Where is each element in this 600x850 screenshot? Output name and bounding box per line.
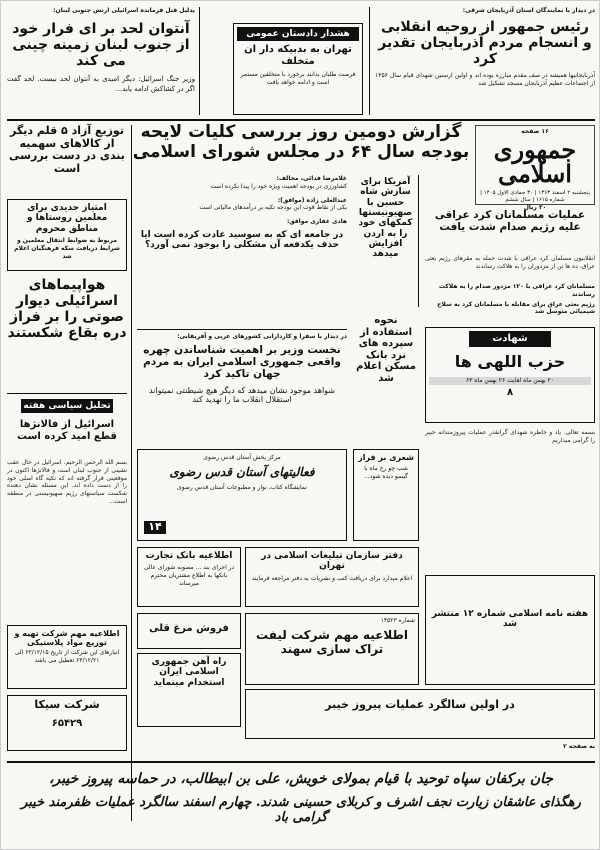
america-box bbox=[353, 175, 419, 307]
iraq-bullets bbox=[425, 283, 595, 323]
top-center-headline: تهران به بدبیکه دار ان متخلف bbox=[244, 44, 352, 67]
sika-title: شرکت سیکا bbox=[34, 698, 100, 711]
hafte-ad bbox=[425, 575, 595, 685]
budget-story bbox=[137, 175, 347, 325]
left-item-1 bbox=[7, 125, 127, 191]
hezbollah-body: بسمه تعالی. یاد و خاطره شهدای گرانقدر عملیات پیروزمندانه خیبر را گرامی میداریم bbox=[425, 429, 595, 444]
tablighat-ad bbox=[245, 547, 419, 607]
top-right-story bbox=[375, 7, 595, 115]
rahahan-ad bbox=[137, 653, 241, 727]
analysis-body: بسم الله الرحمن الرحیم. اسرائیل در حال عقب نشینی از جنوب لبنان است و فالانژها اکنون در موقعیتی قرار گرفته اند که تکیه گاه اصلی خود را از دست داده اند. این مسئله نشان دهنده شکست سیاستهای رژیم صهیونیستی در منطقه است... bbox=[7, 459, 127, 505]
tahieh-title: اطلاعیه مهم شرکت تهیه و توزیع مواد پلاستیکی bbox=[14, 629, 120, 648]
top-rule bbox=[7, 119, 595, 121]
left-item-3-title: هواپیماهای اسرائیلی دیوار صوتی را بر فراز دره بقاع شکستند bbox=[7, 277, 127, 342]
budget-speaker-3: هادی غفاری موافق: bbox=[286, 218, 347, 226]
forush-ad bbox=[137, 613, 241, 649]
budget-speaker-2: عبدالعلی زاده (موافق): bbox=[277, 196, 347, 204]
iraq-headline: عملیات مسلمانان کرد عراقی علیه رژیم صدام شدت یافت bbox=[434, 209, 586, 234]
masthead-price: ۲۰ ریال bbox=[523, 204, 547, 212]
pm-headline: نخست وزیر بر اهمیت شناساندن چهره واقعی جمهوری اسلامی ایران به مردم جهان تاکید کرد bbox=[143, 343, 341, 380]
footer-line-1: جان برکفان سپاه توحید با قیام بمولای خویش، علی بن ابیطالب، در حماسه پیروز خیبر، bbox=[48, 771, 554, 787]
top-left-story bbox=[7, 7, 195, 115]
ghazal-body: شب چو رخ ماه با گیسو دیده شود... bbox=[363, 465, 409, 480]
tablighat-body: اعلام میدارد برای دریافت کتب و نشریات به دفتر مراجعه فرمایند bbox=[251, 574, 413, 582]
top-right-headline: رئیس جمهور از روحیه انقلابی و انسجام مردم آذربایجان تقدیر کرد bbox=[378, 18, 592, 67]
hezbollah-title: حزب اللهی ها bbox=[454, 351, 566, 371]
top-left-kicker: یدلیل قتل فرمانده اسرائیلی ارتش جنوبی لبنان: bbox=[53, 7, 195, 14]
top-right-kicker: در دیدار با نمایندگان استان آذربایجان شرقی: bbox=[462, 7, 595, 14]
budget-speaker-1-text: کشاورزی در بودجه اهمیت ویژه خود را پیدا نکرده است bbox=[210, 182, 347, 190]
top-left-sub: وزیر جنگ اسرائیل: دیگر امیدی به آنتوان لحد نیست. لحد گفت اگر در کشاکش ادامه یابد... bbox=[7, 75, 195, 93]
peyrooz-ad bbox=[245, 689, 595, 739]
tahieh-body: انبارهای این شرکت از تاریخ ۶۳/۱۲/۱۵ الی ۶۳/۱۲/۲۱ تعطیل می باشد bbox=[14, 649, 120, 665]
bank-ad bbox=[137, 547, 241, 607]
quds-line-2: فعالیتهای آستان قدس رضوی bbox=[169, 464, 315, 479]
ghazal-title: شعری بر فراز bbox=[358, 453, 414, 462]
analysis-title: اسرائیل از فالانژها قطع امید کرده است bbox=[17, 419, 117, 442]
footer-banner bbox=[7, 765, 595, 845]
quds-ad bbox=[137, 449, 347, 541]
quds-line-1: مرکز پخش آستان قدس رضوی bbox=[203, 454, 281, 461]
nahveh-title: نحوه استفاده از سپرده های نزد بانک مسکن اعلام شد bbox=[356, 315, 416, 384]
main-headline: گزارش دومین روز بررسی کلیات لایحه بودجه سال ۶۴ در مجلس شورای اسلامی bbox=[132, 122, 470, 162]
budget-speaker-1: غلامرضا فدائی، مخالف: bbox=[276, 175, 347, 182]
sika-phone: ۶۵۴۲۹ bbox=[51, 717, 83, 729]
hezbollah-box bbox=[425, 327, 595, 423]
hezbollah-banner: شهادت bbox=[469, 331, 551, 347]
lift-number: شماره ۱۴۵۲۳ bbox=[380, 617, 415, 624]
iraq-bullet-1: مسلمانان کرد عراقی با ۱۲۰ مزدور صدام را به هلاکت رساندند bbox=[438, 283, 595, 298]
hezbollah-date: ۲۰ بهمن ماه لغایت ۲۶ بهمن ماه ۶۳ bbox=[429, 377, 591, 385]
top-center-story bbox=[233, 23, 363, 115]
divider bbox=[7, 393, 127, 394]
left-item-2-body: مربوط به ضوابط انتقال معلمین و شرایط دریافت سکه فرهنگیان اعلام شد bbox=[14, 237, 120, 260]
hafte-title: هفته نامه اسلامی شماره ۱۲ منتشر شد bbox=[431, 609, 589, 630]
lift-ad bbox=[245, 613, 419, 685]
iraq-bullet-2: رژیم بعثی عراق برای مقابله با مسلمانان کرد به سلاح شیمیائی متوسل شد bbox=[437, 300, 595, 316]
bank-title: اطلاعیه بانک تجارت bbox=[145, 551, 233, 561]
pm-kicker: در دیدار با سفرا و کاردارانی کشورهای عربی و آفریقایی: bbox=[177, 333, 347, 340]
analysis-label-box bbox=[7, 399, 127, 415]
masthead-title: جمهوری اسلامی bbox=[493, 134, 577, 188]
footer-rule bbox=[7, 761, 595, 763]
top-right-sub: آذربایجانیها همیشه در صف مقدم مبارزه بوده اند و اولین ارسنین شهدای قیام سال ۱۳۵۶ از اجتماعات عظیم آذربایجان مسجد تشکیل شد bbox=[375, 72, 595, 87]
top-center-sub: فرصت طلبان بدانند برخورد با متخلفین مستمر است و ادامه خواهد یافت bbox=[240, 71, 356, 87]
divider bbox=[137, 329, 347, 330]
budget-speaker-3-text: در جامعه ای که به سوسید عادت کرده است ایا حذف یکدفعه آن مشکلی را بوجود نمی آورد؟ bbox=[140, 229, 344, 251]
left-item-1-title: توزیع آزاد ۵ قلم دیگر از کالاهای سهمیه بندی در دست بررسی است bbox=[9, 124, 125, 175]
pm-story bbox=[137, 333, 347, 445]
pm-body: شواهد موجود نشان میدهد که دیگر هیچ شیطنتی نمیتواند استقلال انقلاب ما را تهدید کند bbox=[148, 385, 336, 405]
jump-ref: به صفحه ۲ bbox=[563, 743, 595, 750]
masthead bbox=[475, 125, 595, 212]
rahahan-title: راه آهن جمهوری اسلامی ایران استخدام مینماید bbox=[151, 657, 227, 688]
main-headline-box bbox=[131, 123, 471, 171]
masthead-pages: ۱۶ صفحه bbox=[521, 128, 549, 135]
footer-line-2: رهگذای عاشقان زیارت نجف اشرف و کربلای حسینی شدند. چهارم اسفند سالگرد عملیات ظفرمند خیبر گرامی باد bbox=[21, 795, 581, 825]
america-title: آمریکا برای سازش شاه حسین با صهیونیستها کمکهای خود را به اردن افزایش میدهد bbox=[358, 177, 413, 260]
left-item-2-title: امتیاز جدیدی برای معلمین روستاها و مناطق محروم bbox=[26, 203, 108, 234]
analysis-label: تحلیل سیاسی هفته bbox=[21, 399, 113, 413]
forush-title: فروش مرغ قلی bbox=[149, 623, 229, 634]
quds-line-3: نمایشگاه کتاب، نوار و مطبوعات آستان قدس رضوی bbox=[177, 483, 307, 491]
divider bbox=[131, 125, 132, 821]
masthead-date: پنجشنبه ۲ اسفند ۱۳۶۳ | ۳۰ جمادی الاول ۱۴۰۵ | شماره ۱۶۱۵ | سال ششم bbox=[480, 189, 590, 203]
left-item-3 bbox=[7, 277, 127, 387]
quds-badge: ۱۴ bbox=[144, 521, 166, 534]
tablighat-title: دفتر سازمان تبلیغات اسلامی در تهران bbox=[261, 551, 403, 572]
top-center-kicker: هشدار دادستان عمومی bbox=[237, 27, 359, 41]
ghazal-box bbox=[353, 449, 419, 541]
tahieh-ad bbox=[7, 625, 127, 689]
left-item-2 bbox=[7, 199, 127, 271]
budget-speaker-2-text: یکی از نقاط قوت این بودجه تکیه بر درآمدهای مالیاتی است bbox=[199, 204, 347, 212]
nahveh-box bbox=[353, 313, 419, 435]
divider bbox=[369, 7, 370, 115]
top-left-headline: آنتوان لحد بر ای فرار خود از جنوب لبنان زمینه چینی می کند bbox=[12, 20, 190, 69]
hezbollah-number: ۸ bbox=[506, 386, 514, 398]
peyrooz-title: در اولین سالگرد عملیات پیروز خیبر bbox=[325, 698, 515, 711]
lift-title: اطلاعیه مهم شرکت لیفت تراک سازی سهند bbox=[256, 627, 408, 656]
bank-body: در اجرای بند ... مصوبه شورای عالی بانکها به اطلاع مشتریان محترم میرساند bbox=[143, 564, 235, 587]
iraq-body: انقلابیون مسلمان کرد عراقی با شدت حمله به مقرهای رژیم بعثی عراق، ده ها تن از مزدوران را به هلاکت رساندند bbox=[425, 255, 595, 270]
divider bbox=[199, 7, 200, 115]
iraq-headline-box bbox=[425, 209, 595, 253]
sika-ad bbox=[7, 695, 127, 751]
analysis-title-box bbox=[7, 419, 127, 455]
